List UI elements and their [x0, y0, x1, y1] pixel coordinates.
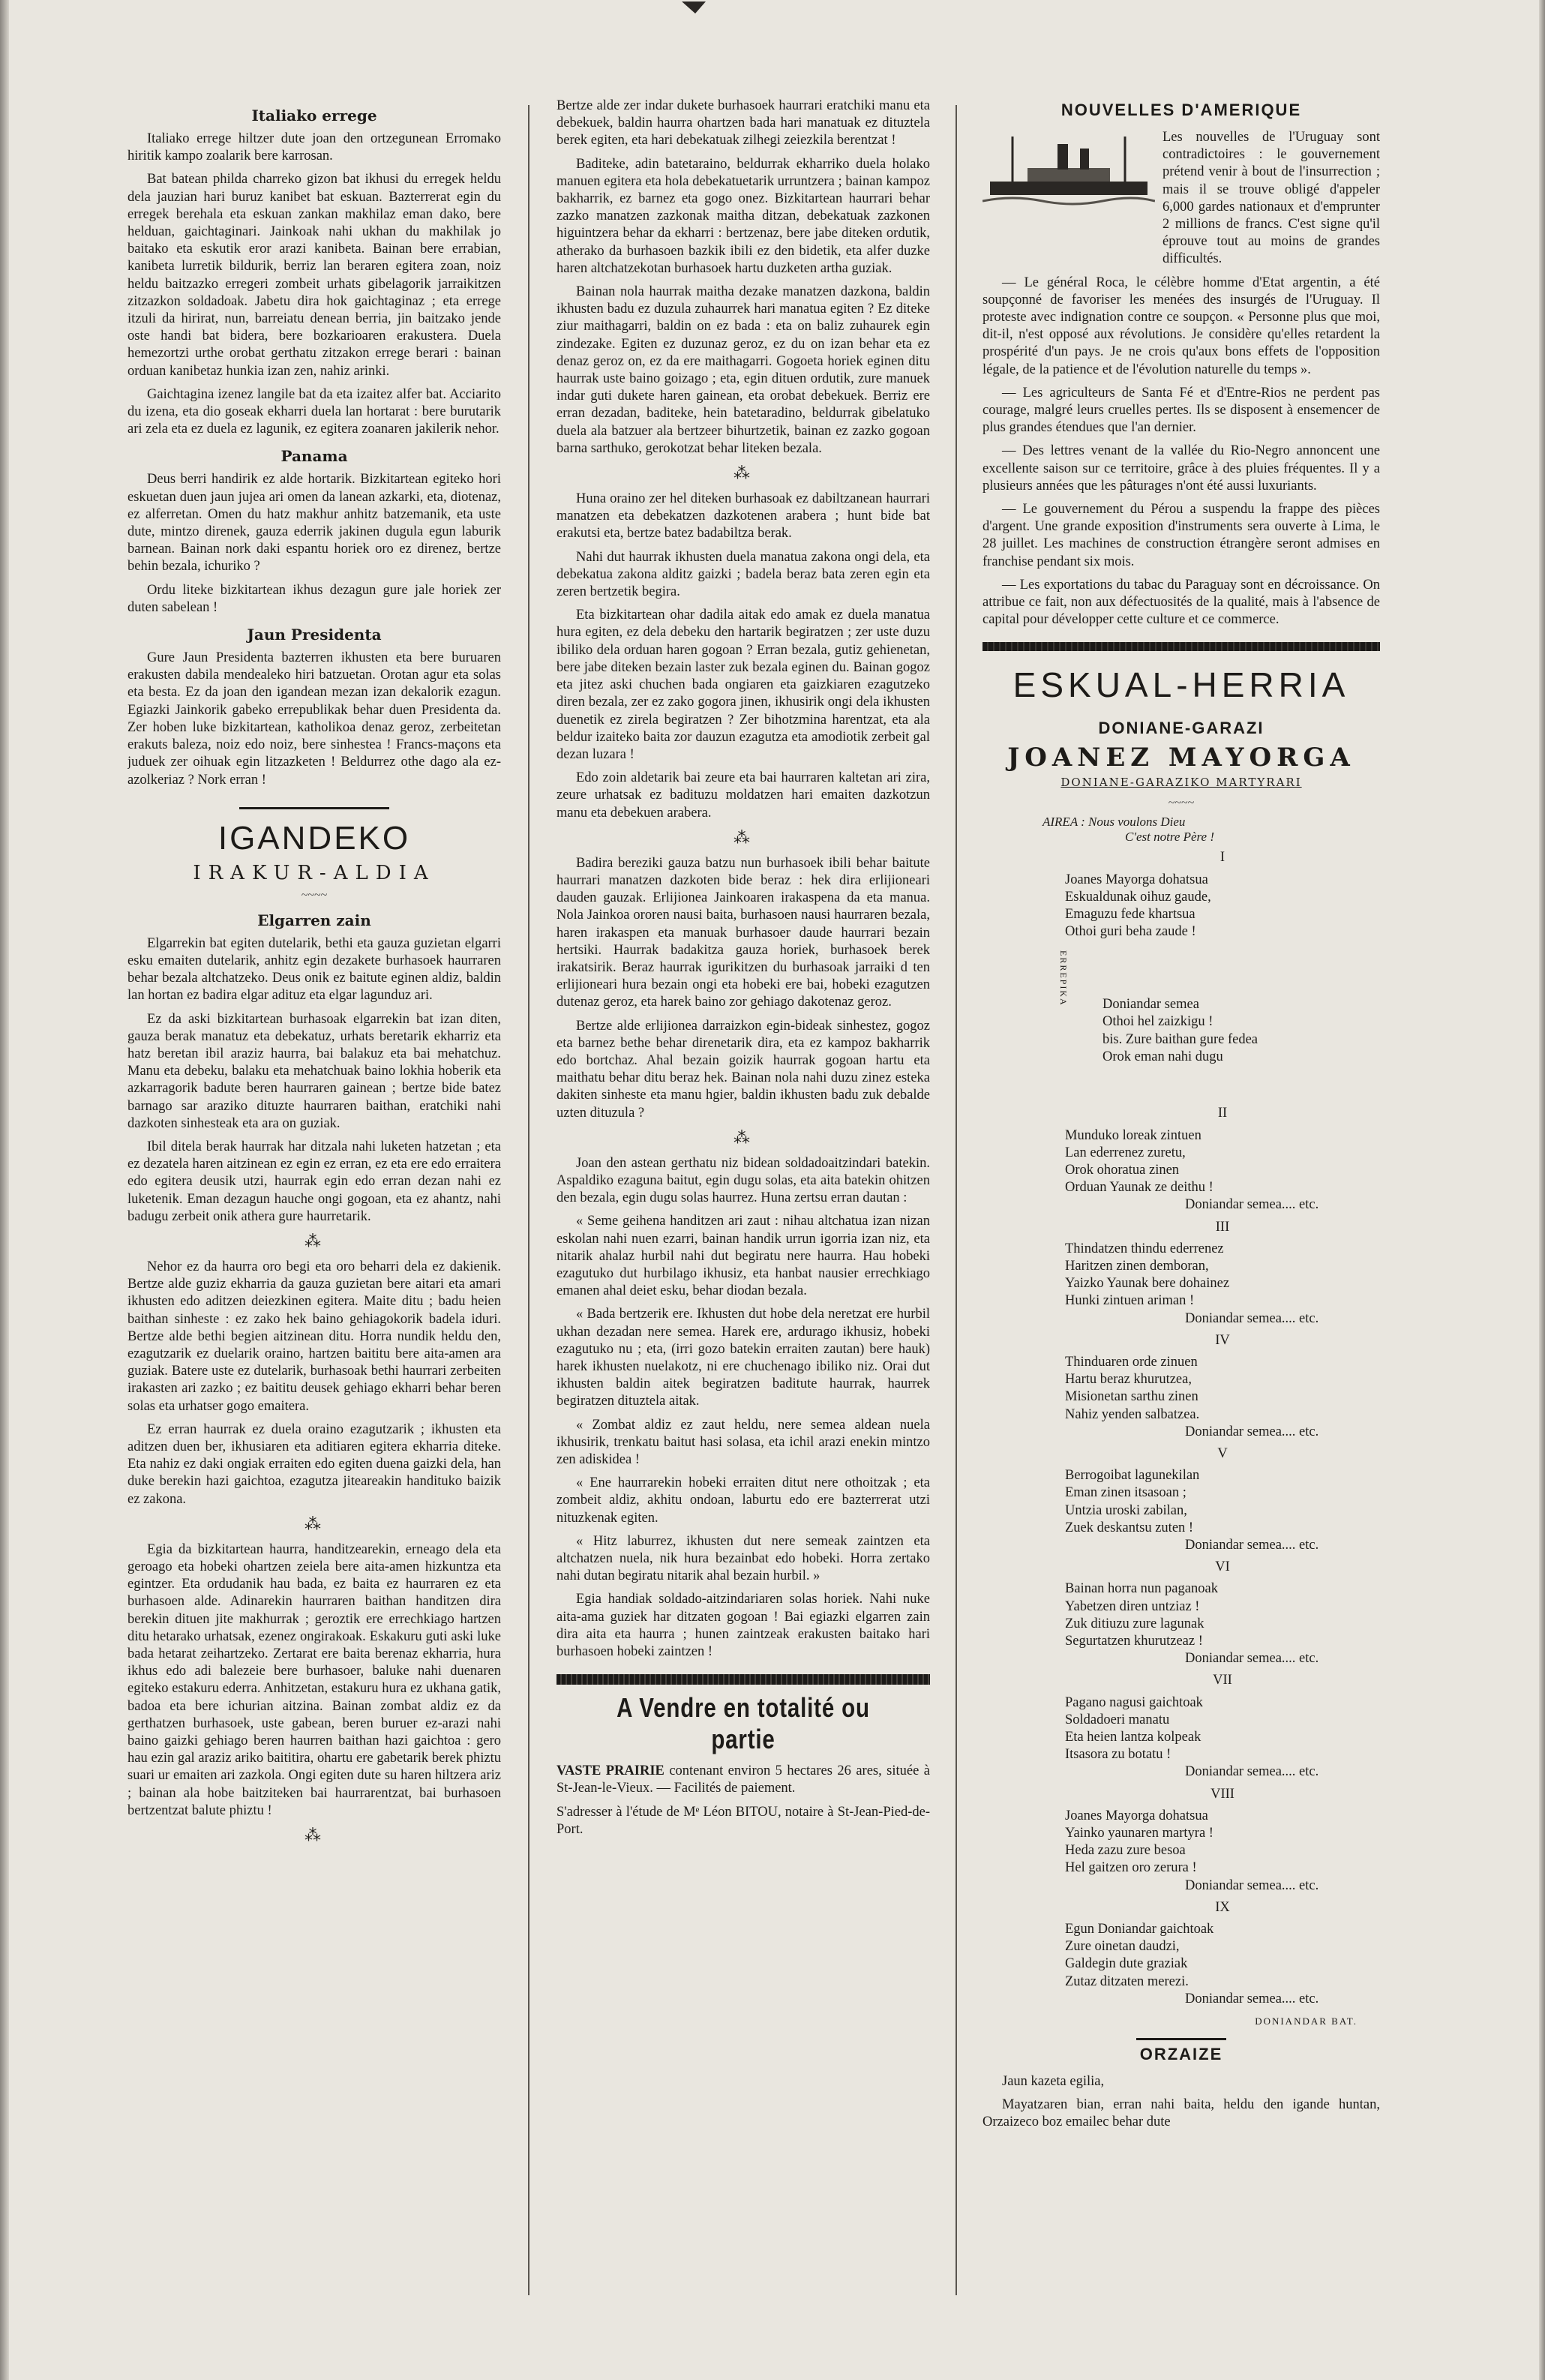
column-3 [982, 98, 1380, 2138]
paragraph: « Bada bertzerik ere. Ikhusten dut hobe dela neretzat ere hurbil ukhan dezadan nere semea. Harek ere, ardurago ikhusiz, hobeki ezagutuko nu ; eta, (irri gozo batekin erraiten zautan) bere hauk) harek ikhusten nuelakotz, ni ere chuchenago ibiliko niz. Orai dut ikhusten baldin aitek begiratzen baditute haurrak, haurrek begiratzen dituztela aitak. [556, 1307, 930, 1409]
stanza-number: II [1217, 1106, 1228, 1121]
stanza-number: IV [1215, 1332, 1230, 1348]
paragraph: « Hitz laburrez, ikhusten dut nere semeak zaintzen eta altchatzen nuela, nik hura bezainbat edo hobeki. Horra zertako nahi dutan begiratu nitarik ahal bezain hurbil. » [556, 1533, 930, 1584]
column-rule [956, 105, 957, 2295]
paragraph: Nahi dut haurrak ikhusten duela manatua zakona ongi dela, eta debekatua zakona alditz gaizki ; badela beraz bata zeren egin eta zeren bertzetik begira. [556, 549, 930, 600]
poem-title: JOANEZ MAYORGA [1007, 743, 1355, 773]
paragraph: Ez erran haurrak ez duela oraino ezagutzarik ; ikhusten eta aditzen duen ber, ikhusiaren eta aditiaren egitera ekharria diteke. Eta nahiz ez daki ongiak erraiten edo egiten duena gaizki dela, han duke berekin hazi gaichtoa, ezagutza jiteareakin handituko baizik ez zakona. [128, 1421, 501, 1507]
paragraph: Edo zoin aldetarik bai zeure eta bai haurraren kaltetan ari zira, zeure urhatsak ez badituzu moldatzen hari emaiten dazkotzun manu eta debekuen arabera. [556, 770, 930, 821]
advertisement-bar [556, 1674, 930, 1685]
stanza: Thindatzen thindu ederrenez Haritzen zinen demboran, Yaizko Yaunak bere dohainez Hunki zintuen ariman ! [1065, 1241, 1230, 1309]
news-item: — Le gouvernement du Pérou a suspendu la frappe des pièces d'argent. Une grande exposition d'instruments sera ouverte à Lima, le 28 juillet. Les machines de construction étrangère seront admises en franchise pendant six mois. [982, 502, 1380, 569]
refrain-short: Doniandar semea.... etc. [1185, 1991, 1319, 2006]
paragraph: Bat batean philda charreko gizon bat ikhusi du erregek heldu dela jauzian hari buruz kanibet bat eskuan. Bazterrerat egin du erregek berehala eta eskuan zankan makhilaz eman dako, bere helduan, gaichtaginari. Jainkoak nahi ukhan du makhilak jo baitako eta eskutik eror arazi kanibeta. Bainan bere errabian, kanibeta lurretik bildurik, berriz lan beraren egitera zoan, noiz heldu baitzazko erregeri zombeit urhats gibelagorik jarraikitzen zitzazkon soldadoak. Jabetu dira hok gaichtaginaz ; eta errege itzuli da hirirat, nun, barreiatu denean berria, jin baitzako jende oste handi bat bidera, bere bozkarioaren erakustera. Duela hemezortzi urthe orobat gerthatu zitzakon errege berari : bainan orduan kanibetaz hunkia izan zen, nahiz arinki. [128, 172, 501, 379]
stanza: Joanes Mayorga dohatsua Eskualdunak oihuz gaude, Emaguzu fede khartsua Othoi guri beha zaude ! [1065, 872, 1211, 940]
paragraph: Bertze alde zer indar dukete burhasoek haurrari eratchiki manu eta debekuek, baldin haurra ohartzen bada hari manatuak ez dituztela berek egiten, eta hari debekatuak zilhegi zeiezkila berentzat ! [556, 98, 930, 149]
refrain-short: Doniandar semea.... etc. [1185, 1764, 1319, 1780]
refrain-short: Doniandar semea.... etc. [1185, 1877, 1319, 1893]
stanza: Munduko loreak zintuen Lan ederrenez zuretu, Orok ohoratua zinen Orduan Yaunak ze deithu ! [1065, 1127, 1214, 1196]
paragraph: « Seme geihena handitzen ari zaut : nihau altchatua izan nizan eskolan nahi nuen ezarri, bainan handik urrun igorria izan niz, eta nitarik ahalaz hurbil nahi dut begiratu nere haurra. Hau hobeki ezagutuko dut hurbilago ikhusiz, eta hanbat nausier errechkiago emanen ahal deiet esku, behar diodan bezala. [556, 1214, 930, 1299]
asterism: ⁂ [734, 1127, 753, 1147]
news-item: — Des lettres venant de la vallée du Rio-Negro annoncent une excellente saison sur ce territoire, grâce à des pluies fréquentes. Il y a plusieurs années que les pâturages n'ont été aussi luxuriants. [982, 443, 1380, 494]
divider [1136, 2038, 1226, 2040]
news-item: — Les exportations du tabac du Paraguay sont en décroissance. On attribue ce fait, non aux défectuosités de la qualité, mais à l'absence de capital pour développer cette culture et ce commerce. [982, 577, 1380, 628]
ad-paragraph [556, 1763, 930, 1797]
section-title: NOUVELLES D'AMERIQUE [1060, 101, 1302, 119]
paragraph: Ordu liteke bizkitartean ikhus dezagun gure jale horiek zer duten sabelean ! [128, 582, 501, 615]
paragraph: Baditeke, adin batetaraino, beldurrak ekharriko duela holako manuen egitera eta hola debekatuetarik urruntzera ; bainan kampoz bakharrik, ez barnez eta gogo onez. Bizkitartean haurrari behar zazko manatzen zazkonak maitha ditzan, debekatuak zazkonen higuintzera behar da ekharri : bertzenaz, bere jabe diteken ordutik, atherako da burhasoen bazkik ibili ez den bidetik, eta alfer duzke haren altchatzekotan burhasoek hartu duzketen artha guziak. [556, 156, 930, 276]
paragraph: Badira bereziki gauza batzu nun burhasoek ibili behar baitute haurrari manatzen dazkoten bide beraz : hek dira erlijioneari dauden gauzak. Erlijionea Jainkoaren irakaspena da eta manua. Nola Jainkoa ororen nausi baita, burhasoen nausi haurraren bezala, haren irakaspen eta manuak burhasoer daude haurrari bezain hertsiki. Haurrak badakitza gauza horiek, burhasoek berek irakatsirik. Beraz haurrak igurikitzen du burhasoak jarraiki d ten erlijioneari hura bezain ongi eta hobeki ere bai, hobeki ezagutzen dutenaz geroz, eta harek baino zor gehiago dakotenaz geroz. [556, 855, 930, 1010]
paragraph: Ez da aski bizkitartean burhasoak elgarrekin bat izan diten, gauza berak manatuz eta debekatuz, urhats beretarik ekharriz eta hatz beretan ibil araziz haurra, bai balakuz eta bai mehatchuz. Manu eta debeku, balaku eta mehatchuak baino lokhia hoberik eta azkarragorik badute beren haurraren gainean ; bertze bide batez barnago sar araziko dituzte haurraren baithan, eratchiki nahi dazkoten sinhesteak eta ara on guziak. [128, 1011, 501, 1131]
stanza: Joanes Mayorga dohatsua Yainko yaunaren martyra ! Heda zazu zure besoa Hel gaitzen oro zerura ! [1065, 1808, 1214, 1876]
stanza: Pagano nagusi gaichtoak Soldadoeri manatu Eta heien lantza kolpeak Itsasora zu botatu ! [1065, 1694, 1203, 1763]
stanza: Berrogoibat lagunekilan Eman zinen itsasoan ; Untzia uroski zabilan, Zuek deskantsu zuten ! [1065, 1468, 1200, 1535]
refrain: Doniandar semea Othoi hel zaizkigu ! bis. Zure baithan gure fedea Orok eman nahi dugu [1102, 997, 1258, 1064]
paragraph: Ibil ditela berak haurrak har ditzala nahi luketen hatzetan ; eta ez dezatela haren aitzinean ez egin ez erran, ez eta ere edo erraitera edo egitera deusik utzi, haurrak egin edo erran dezan nahi ez luketenik. Eman dezagun hauche ongi gogoan, eta ez ahantz, nahi badugu zerbeit onik athera gure haurretarik. [128, 1139, 501, 1224]
news-item: — Les agriculteurs de Santa Fé et d'Entre-Rios ne perdent pas courage, malgré leurs cruelles pertes. Ils se disposent à ensemencer de plus grandes étendues que l'an dernier. [982, 385, 1380, 436]
section-title: Jaun Presidenta [247, 626, 382, 644]
column-1 [128, 98, 501, 1853]
news-item: — Le général Roca, le célèbre homme d'Etat argentin, a été soupçonné de favoriser les menées des insurgés de l'Uruguay. Il proteste avec indignation contre ce soupçon. « Personne plus que moi, dit-il, n'est opposé aux révolutions. Je considère qu'elles retardent la prospérité d'un pays. Je ne crois qu'aux bons effets de l'opposition légale, de la patience et de l'évolution naturelle du temps ». [982, 275, 1380, 377]
news-item: Les nouvelles de l'Uruguay sont contradictoires : le gouvernement prétend venir à bout de l'insurrection ; mais il se trouve obligé d'appeler 6,000 gardes nationaux et d'emprunter 2 millions de francs. C'est signe qu'il éprouve tout au moins de grandes difficultés. [1162, 130, 1380, 267]
asterism: ⁂ [734, 827, 753, 847]
place-heading: DONIANE-GARAZI [1098, 719, 1264, 738]
eskual-herria-title: ESKUAL-HERRIA [1012, 665, 1350, 705]
stanza-number: V [1217, 1445, 1228, 1461]
tune-note: AIREA : Nous voulons Dieu [1042, 815, 1186, 830]
poem [982, 849, 1380, 2008]
asterism: ⁂ [304, 1826, 324, 1845]
ornament: ~~~~ [1168, 797, 1195, 810]
stanza-number: VI [1215, 1559, 1230, 1575]
refrain-label: ERREPIKA [1058, 950, 1070, 1007]
stanza: Thinduaren orde zinuen Hartu beraz khurutzea, Misionetan sarthu zinen Nahiz yenden salbatzea. [1065, 1354, 1200, 1422]
asterism: ⁂ [304, 1231, 324, 1250]
paragraph: Egia handiak soldado-aitzindariaren solas horiek. Nahi nuke aita-ama guziek har ditzaten gogoan ! Bai egiazki elgarren zain dira aita eta haurra ; hunen zaintzeak erakusten baitako hari burhasoen hobeki zaintzen ! [556, 1592, 930, 1660]
paragraph: Elgarrekin bat egiten dutelarik, bethi eta gauza guzietan elgarri esku emaiten dutelarik, anhitz egin dezakete burhasoek haurraren behar bezala altchatzeko. Deus onik ez baitute eginen aldiz, baldin lan hortan ez badira elgar adituz eta elgar lagunduz ari. [128, 935, 501, 1004]
asterism: ⁂ [734, 464, 753, 483]
paragraph: « Ene haurrarekin hobeki erraiten ditut nere othoitzak ; eta zombeit aldiz, akhitu ondoan, laburtu edo ere bazterrerat utzi nituzkenak egiten. [556, 1475, 930, 1526]
refrain-short: Doniandar semea.... etc. [1185, 1197, 1319, 1213]
stanza-number: I [1220, 850, 1226, 866]
page-fold-shadow-right [1539, 0, 1545, 2380]
paragraph: Huna oraino zer hel diteken burhasoak ez dabiltzanean haurrari manatzen eta debekatzen dazkotenen arabera ; hunt bide bat erakutsi eta, bertze batez badabiltza berak. [556, 491, 930, 542]
ornament: ~~~~ [301, 888, 328, 902]
stanza-number: IX [1215, 1899, 1230, 1915]
refrain-short: Doniandar semea.... etc. [1185, 1310, 1319, 1326]
paragraph: Nehor ez da haurra oro begi eta oro beharri dela ez dakienik. Bertze alde guziz ekharria da gauza guzietan bere aitari eta amari ikhusten edo aditzen deiezkinen egitera. Maite ditu ; badu heien baithan sinheste : ez zako hek baino gehiagokorik badela iduri. Bertze alde bethi begien aitzinean ditu. Horra nundik heldu den, ezagutzarik ez duelarik oraino, hartzen baititu bere aita-amen ara guziak. Batere uste ez dutelarik, burhasoak bethi haurrari zerbeiten irakasten ari zazko ; ez baititu deusek gehiago ekharri behar beren solas eta urhatser gogo emaitera. [128, 1259, 501, 1414]
ad-title: A Vendre en totalité ou partie [616, 1692, 870, 1755]
stanza-number: VIII [1210, 1786, 1234, 1802]
paragraph: Jaun kazeta egilia, [1002, 2074, 1105, 2090]
stanza-number: VII [1213, 1673, 1232, 1688]
paragraph: Joan den astean gerthatu niz bidean soldadoaitzindari batekin. Aspaldiko ezaguna baitut, egin dugu solas, eta aita batekin ohitzen den bezala, egin dugu solas haurrez. Huna zertsu erran dautan : [556, 1155, 930, 1206]
refrain-short: Doniandar semea.... etc. [1185, 1538, 1319, 1553]
paragraph: Deus berri handirik ez alde hortarik. Bizkitartean egiteko hori eskuetan duen jaun jujea ari omen da lanean azkarki, eta, diotenaz, ez alferretan. Omen du hatz makhur anhitz batzemanik, eta uste dute, mintzo direnek, gauza ederrik jakinen dugula egun laburik barnean. Bainan nork daki espantu horiek oro ez direnez, bertze behin bezala, ichuriko ? [128, 472, 501, 575]
refrain-short: Doniandar semea.... etc. [1185, 1651, 1319, 1667]
tune-note-2: C'est notre Père ! [1125, 830, 1214, 845]
refrain-block [1058, 944, 1380, 1101]
paragraph: Italiako errege hiltzer dute joan den ortzegunean Erromako hiritik kampo zoalarik bere karrosan. [128, 131, 501, 164]
ad-contact: S'adresser à l'étude de Mᵉ Léon BITOU, notaire à St-Jean-Pied-de-Port. [556, 1804, 930, 1837]
paragraph: Gure Jaun Presidenta bazterren ikhusten eta bere buruaren erakusten dabila mendealeko hiri batzuetan. Orotan agur eta solas eta besta. Ez da joan den igandean mezan izan dekalorik ezagun. Egiazki Jainkorik gabeko errepublikak behar duen Presidenta da. Zer hoben luke bizkitartean, katholikoa denaz geroz, zerbeitetan erakuts baleza, noiz edo noiz, bere sinhestea ! Francs-maçons eta juduek zer oihuak egin litzazketen ! Beldurrez othe dago ala ez-azolkeriaz ? Nork erran ! [128, 650, 501, 788]
divider [239, 807, 389, 809]
torn-mark [679, 0, 709, 15]
paragraph: Bertze alde erlijionea darraizkon egin-bideak sinhestez, gogoz eta barnez bethe behar direnetarik dira, eta ez kampoz bakharrik edo bortchaz. Ahal bezain goizik haurrak gogoan hartu eta maithatu behar ditu beraz hek. Bainan nola nahi duzu zinez esteka dakiten sinheste eta manu hgier, baldin ikhusten badu zuk debalde uzten dituzula ? [556, 1018, 930, 1121]
paragraph: Eta bizkitartean ohar dadila aitak edo amak ez duela manatua hura egiten, ez dela debeku den hartarik begiratzen ; zer uste duzu ibiliko dela orduan haren gogoan ? Erran bezala, gutiz gehienetan, bere jabe diteken bezain laster zuk bezala eginen du. Bainan gogoz eta jitez aski chuchen bada ongiaren eta gaizkiaren ezagutzeko diren bezala, zer ez zako gogora jinen, ikhusirik ongi dela ikhusten duenetik ez zirela begiratzen ? Zer bihotzmina harentzat, eta ala beldur izaiteko baita zor dauzun ezagutza eta amodiotik zerbeit gal dezan luzara ! [556, 608, 930, 762]
signature: DONIANDAR BAT. [1255, 2015, 1358, 2027]
section-title: Elgarren zain [257, 911, 371, 929]
feature-subtitle: IRAKUR-ALDIA [193, 861, 436, 884]
stanza: Egun Doniandar gaichtoak Zure oinetan daudzi, Galdegin dute graziak Zutaz ditzaten merezi. [1065, 1922, 1214, 1989]
column-rule [528, 105, 530, 2295]
paragraph: Egia da bizkitartean haurra, handitzearekin, erneago dela eta geroago eta hobeki ohartzen zeiela bere aita-amen hizkuntza eta egintzer. Eta ordudanik hau bada, ez baita ez haurraren ez eta burhasoen alde. Adinarekin haurraren baithan handitzen dira berekin dituen jite makhurrak ; geroztik ere errechkiago hartzen ditu hetarako urhatsak, ezenez ongirakoak. Eskakuru guti aski luke bada hetarat zeihartzeko. Zertarat ere baita berenaz ekharria, hura ikhus edo adi balezeie bere burhasoer, baluke nahi duenaren egiteko estakuru ederra. Anhitzetan, estakuru hura ez ukhana gatik, badoa eta bere ichurian aitzina. Bainan zombat aldiz ez da gerthatzen burhasoek, uste gabean, beren buruer ez-arazi nahi baino gaizki gehiago beren haurren baithan hazi gaichtoa : gero hau ezin gal araziz ariko baititira, ohartu ere gabetarik berek phiztu suari ur emaiten ari zazkola. Ongi egiten dute su haren hiltzera ariz ; bainan ala hobe baitziteken bai haurrarentzat, bai burhasoen bertzentzat balute phiztu ! [128, 1541, 501, 1818]
column-2 [556, 98, 930, 1844]
steamship-icon [982, 129, 1155, 212]
paragraph: Gaichtagina izenez langile bat da eta izaitez alfer bat. Acciarito du izena, eta dio goseak ekharri duela lan hortarat : bere burutarik ari zela eta ez duela ez lagunik, ez egitera zoanaren jakilerik nehor. [128, 386, 501, 437]
asterism: ⁂ [304, 1514, 324, 1533]
section-title: Panama [280, 447, 348, 466]
refrain-short: Doniandar semea.... etc. [1185, 1424, 1319, 1439]
paragraph: « Zombat aldiz ez zaut heldu, nere semea aldean nuela ikhusirik, trenkatu baitut hasi solasa, eta ichil arazi enekin mintzo zen adiskidea ! [556, 1417, 930, 1468]
poem-dedication: DONIANE-GARAZIKO MARTYRARI [1060, 776, 1302, 790]
ad-headword: VASTE PRAIRIE [556, 1763, 664, 1779]
section-title: ORZAIZE [1139, 2045, 1223, 2064]
stanza: Bainan horra nun paganoak Yabetzen diren untziaz ! Zuk ditiuzu zure lagunak Segurtatzen khurutzeaz ! [1065, 1581, 1218, 1649]
feature-title: IGANDEKO [218, 819, 411, 857]
section-title: Italiako errege [251, 107, 377, 125]
stanza-number: III [1215, 1219, 1230, 1235]
paragraph: Mayatzaren bian, erran nahi baita, heldu den igande huntan, Orzaizeco boz emailec behar dute [982, 2097, 1380, 2130]
paragraph: Bainan nola haurrak maitha dezake manatzen dazkona, baldin ikhusten badu ez duzula zuhaurrek hari manatua egiten ? Ez diteke ziur maithagarri, baldin on ez bada : eta on baliz zuhaurek egin zindezake. Egiten ez duzunaz geroz, ez du on izan behar eta ez denaz geroz on, ez da ere maithagarri. Gogoeta horiek eginen ditu haurrak uste baino goizago ; eta, egin dituen ordutik, zure manuek indar guti dukete haren gainean, eta orobat debekuek. Berriz ere erran dezadan, baditeke, hein batetaradino, beldurrak gibelatuko duela ala batzuer ala bertzeer bihurtzetik, bainan ez zazko gogoan barna sarthuko, gerokotzat behar liteken bezala. [556, 284, 930, 456]
ad-text: contenant environ 5 hectares 26 ares, située à St-Jean-le-Vieux. — Facilités de paiement. [556, 1763, 930, 1796]
page-fold-shadow-left [0, 0, 9, 2380]
first-news-block [982, 129, 1380, 269]
section-bar [982, 642, 1380, 651]
